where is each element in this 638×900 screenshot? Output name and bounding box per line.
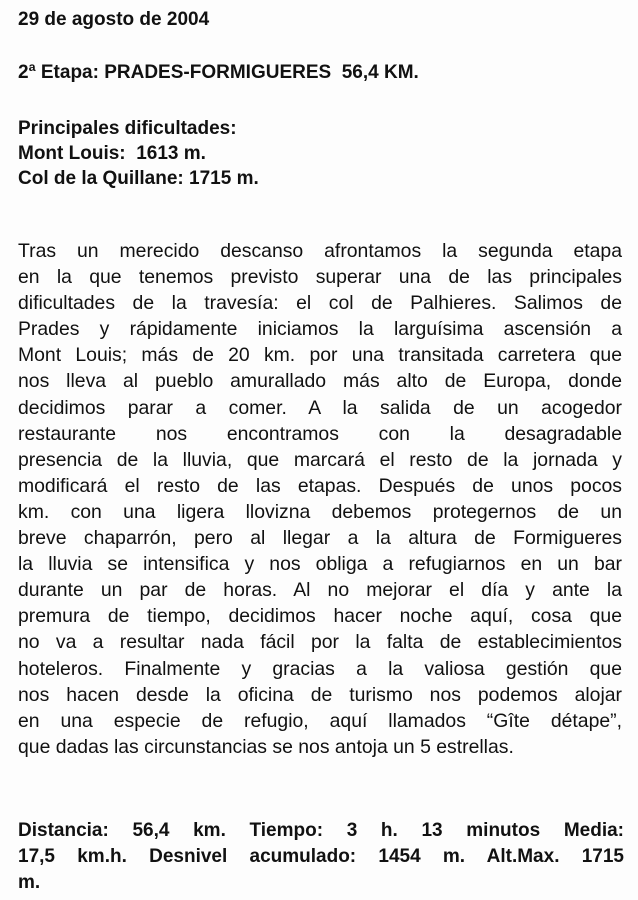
summary-line: 17,5 km.h. Desnivel acumulado: 1454 m. Alt.Max. 1715 [18, 846, 624, 867]
body-line: decidimos parar a comer. A la salida de un acogedor [18, 396, 622, 419]
stage-heading: 2ª Etapa: PRADES-FORMIGUERES 56,4 KM. [18, 62, 419, 83]
body-line: nos hacen desde la oficina de turismo nos podemos alojar [18, 683, 622, 706]
body-line: presencia de la lluvia, que marcará el resto de la jornada y [18, 448, 622, 471]
body-line: nos lleva al pueblo amurallado más alto de Europa, donde [18, 370, 622, 393]
body-line: hoteleros. Finalmente y gracias a la valiosa gestión que [18, 657, 622, 680]
body-line: premura de tiempo, decidimos hacer noche aquí, cosa que [18, 605, 622, 628]
body-line: la lluvia se intensifica y nos obliga a refugiarnos en un bar [18, 553, 622, 576]
difficulties-title: Principales dificultades: [18, 118, 237, 139]
summary-line: m. [18, 872, 41, 893]
difficulties-section [18, 116, 259, 191]
body-line: modificará el resto de las etapas. Después de unos pocos [18, 474, 622, 497]
body-line: Prades y rápidamente iniciamos la larguísima ascensión a [18, 318, 622, 341]
body-line: km. con una ligera llovizna debemos protegernos de un [18, 500, 622, 523]
body-line: en la que tenemos previsto superar una de las principales [18, 266, 622, 289]
difficulty-item: Mont Louis: 1613 m. [18, 143, 206, 164]
difficulty-item: Col de la Quillane: 1715 m. [18, 168, 259, 189]
body-line: dificultades de la travesía: el col de Palhieres. Salimos de [18, 292, 622, 315]
body-line: en una especie de refugio, aquí llamados “Gîte détape”, [18, 709, 622, 732]
body-line: que dadas las circunstancias se nos antoja un 5 estrellas. [18, 735, 514, 758]
stage-summary [18, 818, 624, 896]
body-line: Tras un merecido descanso afrontamos la segunda etapa [18, 240, 622, 262]
summary-line: Distancia: 56,4 km. Tiempo: 3 h. 13 minutos Media: [18, 820, 624, 841]
body-line: no va a resultar nada fácil por la falta de establecimientos [18, 631, 622, 654]
body-line: Mont Louis; más de 20 km. por una transitada carretera que [18, 344, 622, 367]
date-heading: 29 de agosto de 2004 [18, 9, 210, 30]
body-line: breve chaparrón, pero al llegar a la altura de Formigueres [18, 527, 622, 550]
body-line: durante un par de horas. Al no mejorar el día y ante la [18, 579, 622, 602]
body-line: restaurante nos encontramos con la desagradable [18, 422, 622, 445]
body-paragraph [18, 238, 622, 760]
